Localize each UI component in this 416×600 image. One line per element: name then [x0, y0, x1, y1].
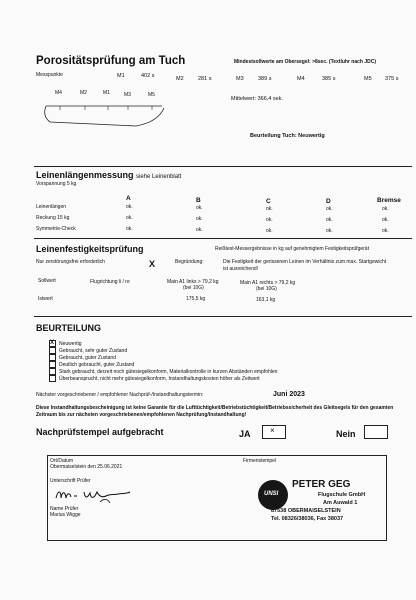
cell-symmetry-a: ok.	[126, 226, 133, 232]
nondestructive-label: Nur zerstörungsfrei erforderlich	[36, 259, 105, 265]
porosity-mean: Mittelwert: 366,4 sek.	[231, 96, 283, 102]
line-length-title	[36, 170, 181, 180]
canopy-diagram	[40, 96, 170, 132]
cell-stretch-bremse: ok.	[382, 217, 389, 223]
name-value: Marius Wigge	[50, 512, 81, 518]
ist-right: 163,1 kg	[256, 297, 276, 303]
assessment-option-very-good-label: Gebraucht, sehr guter Zustand	[59, 347, 128, 354]
diagram-label-m3: M3	[124, 92, 131, 98]
stamp-line-4: 87538 OBERMAISELSTEIN	[271, 508, 341, 514]
next-check-label: Nächster vorgeschriebener / empfohlener Nachprüf-/Instandhaltungstermin:	[36, 392, 204, 398]
soll-label: Sollwert	[38, 278, 56, 284]
ist-left: 175,5 kg	[186, 296, 206, 302]
checkbox-heavily-used[interactable]	[49, 368, 56, 375]
strength-note: Reißtest-Messergebnisse in kg auf genehmigtem Festigkeitsprüfgerät	[215, 246, 369, 252]
assessment-option-new[interactable]	[49, 340, 82, 347]
measure-points-label: Messpunkte	[36, 72, 63, 78]
assessment-option-overstressed[interactable]	[49, 375, 260, 382]
point-label-m4: M4	[297, 76, 305, 82]
line-tension: Vorspannung 5 kg	[36, 181, 77, 187]
school-logo-text: UNSI	[264, 491, 279, 497]
stamp-line-2: Flugschule GmbH	[318, 492, 366, 498]
stamp-no-box[interactable]	[364, 425, 388, 439]
point-value-m5: 375 s	[385, 76, 399, 82]
point-label-m2: M2	[176, 76, 184, 82]
cell-lengths-c: ok.	[266, 206, 273, 212]
cell-stretch-c: ok.	[266, 217, 273, 223]
place-date-value: Obermaiselstein den 25.06.2021	[50, 464, 123, 470]
soll-right: Main A1 rechts > 79,2 kg	[240, 280, 296, 286]
ist-label: Istwert	[38, 296, 53, 302]
stamp-yes-label: JA	[239, 429, 251, 439]
cell-lengths-d: ok.	[326, 206, 333, 212]
assessment-option-overstressed-label: Überbeansprucht, nicht mehr gütesiegelkonform, Instandhaltungskosten höher als Zeitwert	[59, 375, 260, 382]
line-length-title-suffix: siehe Leinenblatt	[136, 174, 182, 180]
disclaimer-line-2: Zeitraum bis zur nächsten vorgeschriebenen/empfohlenen Nachprüfung/Instandhaltung!	[36, 412, 247, 418]
stamp-yes-mark: ×	[270, 426, 275, 435]
point-value-m4: 385 s	[322, 76, 336, 82]
diagram-label-m2: M2	[80, 90, 87, 96]
cell-lengths-b: ok.	[196, 205, 203, 211]
next-check-value: Juni 2023	[273, 391, 305, 398]
line-length-title-text: Leinenlängenmessung	[36, 170, 134, 180]
divider-assessment-top	[34, 316, 412, 317]
assessment-option-clearly-used-label: Deutlich gebraucht, guter Zustand	[59, 361, 135, 368]
point-value-m1: 402 s	[141, 73, 155, 79]
row-label-lengths: Leinenlängen	[36, 204, 67, 210]
row-label-symmetry: Symmetrie-Check	[36, 226, 76, 232]
point-value-m3: 389 s	[258, 76, 272, 82]
diagram-label-m1: M1	[103, 90, 110, 96]
col-header-a: A	[126, 195, 131, 202]
name-label: Name Prüfer	[50, 506, 79, 512]
assessment-option-heavily-used-label: Stark gebraucht, derzeit noch gütesiegelkonform, Materialkontrolle in kurzen Abständen empfohlen	[59, 368, 278, 375]
cell-lengths-a: ok.	[126, 204, 133, 210]
reason-text-1: Die Festigkeit der gerissenen Leinen im Verhältnis zum max. Startgewicht	[223, 259, 387, 265]
assessment-title: BEURTEILUNG	[36, 323, 101, 333]
point-label-m3: M3	[236, 76, 244, 82]
soll-left-note: (bei 10G)	[183, 285, 204, 291]
assessment-option-new-label: Neuwertig	[59, 340, 82, 347]
school-logo	[258, 480, 288, 510]
assessment-option-good[interactable]	[49, 354, 116, 361]
strength-title: Leinenfestigkeitsprüfung	[36, 244, 144, 254]
point-label-m5: M5	[364, 76, 372, 82]
porosity-title: Porositätsprüfung am Tuch	[36, 55, 186, 67]
inspector-signature	[52, 484, 136, 506]
col-header-c: C	[266, 198, 271, 205]
diagram-label-m4: M4	[55, 90, 62, 96]
point-label-m1: M1	[117, 73, 125, 79]
assessment-option-clearly-used[interactable]	[49, 361, 134, 368]
disclaimer-line-1: Diese Instandhaltungsbescheinigung ist keine Garantie für die Lufttüchtigkeit/Betriebstüchtigkeit/Betriebssicherheit des Gleitsegels für den gesamten	[36, 405, 394, 411]
cell-symmetry-b: ok.	[196, 227, 203, 233]
nondestructive-mark: X	[149, 259, 156, 269]
checkbox-overstressed[interactable]	[49, 375, 56, 382]
stamp-no-label: Nein	[336, 429, 356, 439]
col-header-d: D	[326, 198, 331, 205]
checkbox-clearly-used[interactable]	[49, 361, 56, 368]
cell-stretch-d: ok.	[326, 217, 333, 223]
point-value-m2: 281 s	[198, 76, 212, 82]
sign-label: Unterschrift Prüfer	[50, 478, 91, 484]
checkbox-new[interactable]	[49, 340, 56, 347]
col-header-bremse: Bremse	[377, 197, 401, 204]
assessment-option-good-label: Gebraucht, guter Zustand	[59, 354, 116, 361]
cell-stretch-a: ok.	[126, 215, 133, 221]
cell-symmetry-c: ok.	[266, 228, 273, 234]
soll-direction: Flugrichtung li / re	[90, 279, 130, 285]
assessment-option-very-good[interactable]	[49, 347, 127, 354]
cell-symmetry-d: ok.	[326, 228, 333, 234]
stamp-yes-box[interactable]	[262, 425, 286, 439]
row-label-stretch: Reckung 15 kg	[36, 215, 70, 221]
stamp-applied-label: Nachprüfstempel aufgebracht	[36, 427, 164, 437]
assessment-option-heavily-used[interactable]	[49, 368, 277, 375]
cell-lengths-bremse: ok.	[382, 206, 389, 212]
stamp-name: PETER GEG	[292, 479, 351, 490]
company-stamp-label: Firmenstempel	[243, 458, 277, 464]
porosity-rating: Beurteilung Tuch: Neuwertig	[250, 133, 325, 139]
place-date-label: Ort/Datum	[50, 458, 74, 464]
stamp-line-3: Am Auwald 1	[323, 500, 358, 506]
col-header-b: B	[196, 197, 201, 204]
cell-symmetry-bremse: ok.	[382, 228, 389, 234]
cell-stretch-b: ok.	[196, 216, 203, 222]
soll-left: Main A1 links > 79,2 kg	[167, 279, 219, 285]
divider-lines-top	[34, 166, 412, 167]
diagram-label-m5: M5	[148, 92, 155, 98]
soll-right-note: (bei 10G)	[256, 286, 277, 292]
reason-text-2: ist ausreichend!	[223, 266, 259, 272]
checkbox-very-good[interactable]	[49, 347, 56, 354]
divider-strength-top	[34, 238, 412, 239]
checkbox-good[interactable]	[49, 354, 56, 361]
porosity-min-values: Mindestsollwerte am Obersegel: >8sec. (Textluhr nach JDC)	[234, 59, 377, 65]
stamp-line-5: Tel. 08326/38036, Fax 38037	[271, 516, 344, 522]
reason-label: Begründung:	[175, 259, 204, 265]
